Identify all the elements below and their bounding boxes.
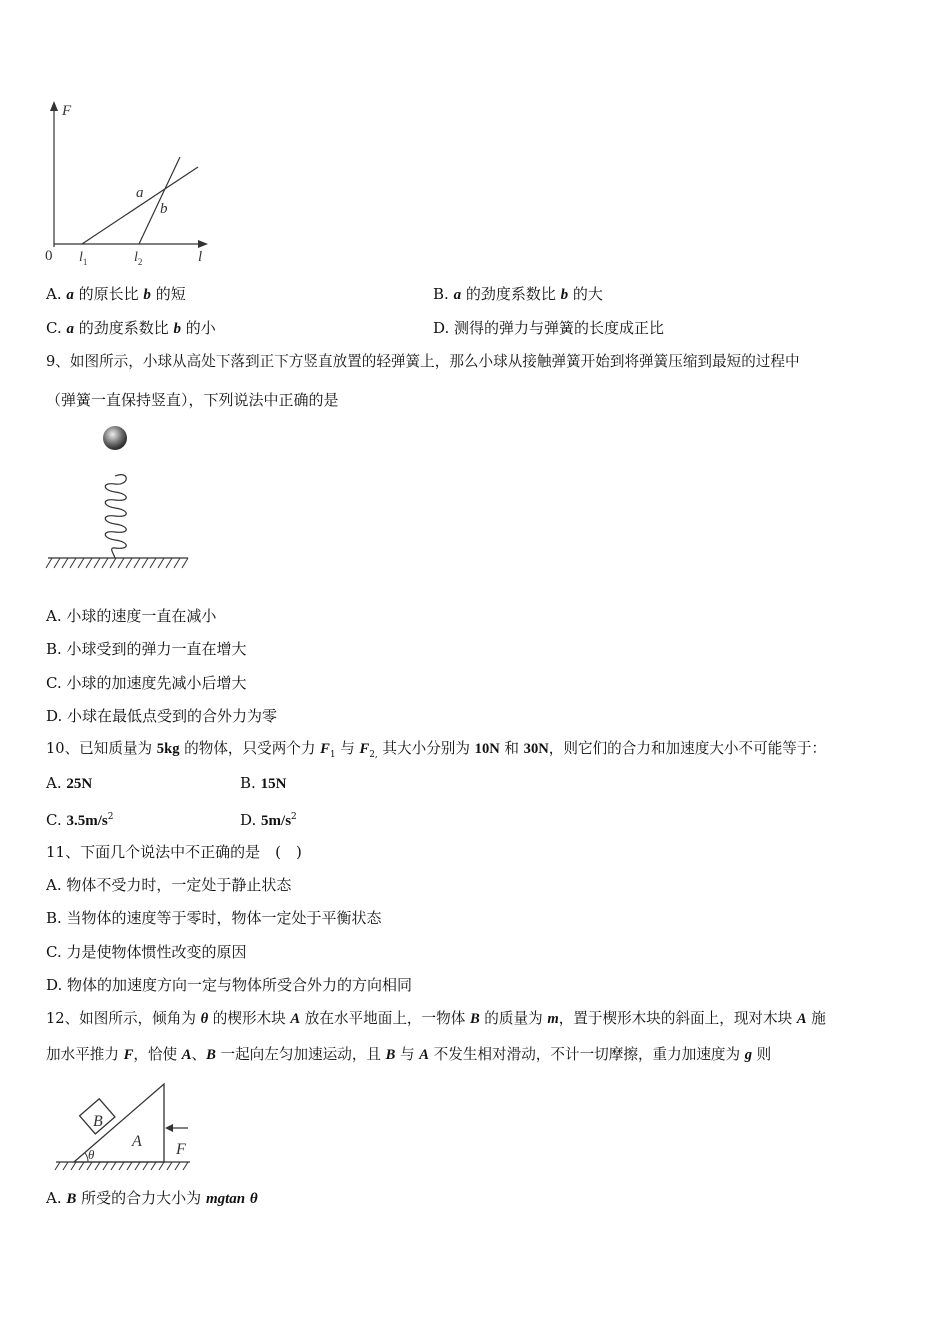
- q11-option-a: A. 物体不受力时，一定处于静止状态: [46, 876, 292, 894]
- q12-stem-1: 12、如图所示，倾角为 θ 的楔形木块 A 放在水平地面上，一物体 B 的质量为 m，置于楔形木块的斜面上，现对木块 A 施: [46, 1010, 826, 1027]
- q8-option-c: C. a 的劲度系数比 b 的小: [46, 319, 216, 337]
- q12-option-a: A. B 所受的合力大小为 mgtan θ: [46, 1189, 258, 1207]
- tick-l2: $l_2$: [134, 250, 143, 267]
- axis-label-l: l: [198, 249, 203, 265]
- q9-option-a: A. 小球的速度一直在减小: [46, 607, 217, 625]
- q8-option-a: A. a 的原长比 b 的短: [46, 285, 186, 303]
- spring-icon: [105, 475, 126, 558]
- label-theta: θ: [88, 1147, 95, 1162]
- q10-option-c: C. $3.5m/s^2$: [46, 811, 114, 829]
- force-arrow-head: [165, 1124, 173, 1132]
- label-b: b: [160, 201, 168, 217]
- q9-option-d: D. 小球在最低点受到的合外力为零: [46, 707, 278, 725]
- q12-stem-2: 加水平推力 F，恰使 A、B 一起向左匀加速运动，且 B 与 A 不发生相对滑动，不计一切摩擦，重力加速度为 g 则: [46, 1046, 772, 1063]
- ground-hatch: [46, 558, 188, 568]
- ground-hatch: [55, 1162, 188, 1170]
- q11-option-d: D. 物体的加速度方向一定与物体所受合外力的方向相同: [46, 976, 413, 994]
- q8-graph: [40, 95, 260, 275]
- label-a: a: [136, 185, 144, 201]
- q9-option-c: C. 小球的加速度先减小后增大: [46, 674, 247, 692]
- x-axis-arrow: [198, 240, 208, 248]
- q9-option-b: B. 小球受到的弹力一直在增大: [46, 640, 247, 658]
- line-a: [82, 167, 198, 244]
- origin-label: 0: [45, 248, 53, 264]
- tick-l1: $l_1$: [79, 250, 88, 267]
- q8-option-d: D. 测得的弹力与弹簧的长度成正比: [433, 319, 665, 337]
- axis-label-F: F: [62, 103, 72, 119]
- label-F: F: [176, 1141, 186, 1158]
- q9-stem-2: （弹簧一直保持竖直），下列说法中正确的是: [46, 391, 339, 409]
- ball-icon: [103, 426, 127, 450]
- q12-wedge-figure: [50, 1078, 220, 1178]
- y-axis-arrow: [50, 101, 58, 111]
- q9-ball-spring-figure: [40, 420, 200, 580]
- q11-option-c: C. 力是使物体惯性改变的原因: [46, 943, 247, 961]
- q10-option-a: A. 25N: [46, 774, 93, 792]
- q10-option-b: B. 15N: [240, 774, 287, 792]
- q10-stem: 10、已知质量为 5kg 的物体，只受两个力 $F_1$ 与 $F_{2,}$ 其大小分别为 10N 和 30N，则它们的合力和加速度大小不可能等于：: [46, 740, 827, 760]
- q9-stem-1: 9、如图所示，小球从高处下落到正下方竖直放置的轻弹簧上，那么小球从接触弹簧开始到将弹簧压缩到最短的过程中: [46, 353, 800, 370]
- q11-option-b: B. 当物体的速度等于零时，物体一定处于平衡状态: [46, 909, 382, 927]
- q11-stem: 11、下面几个说法中不正确的是 ( ): [46, 843, 302, 861]
- q10-option-d: D. $5m/s^2$: [240, 811, 297, 829]
- label-A: A: [132, 1133, 142, 1150]
- q8-option-b: B. a 的劲度系数比 b 的大: [433, 285, 603, 303]
- label-B: B: [93, 1113, 103, 1130]
